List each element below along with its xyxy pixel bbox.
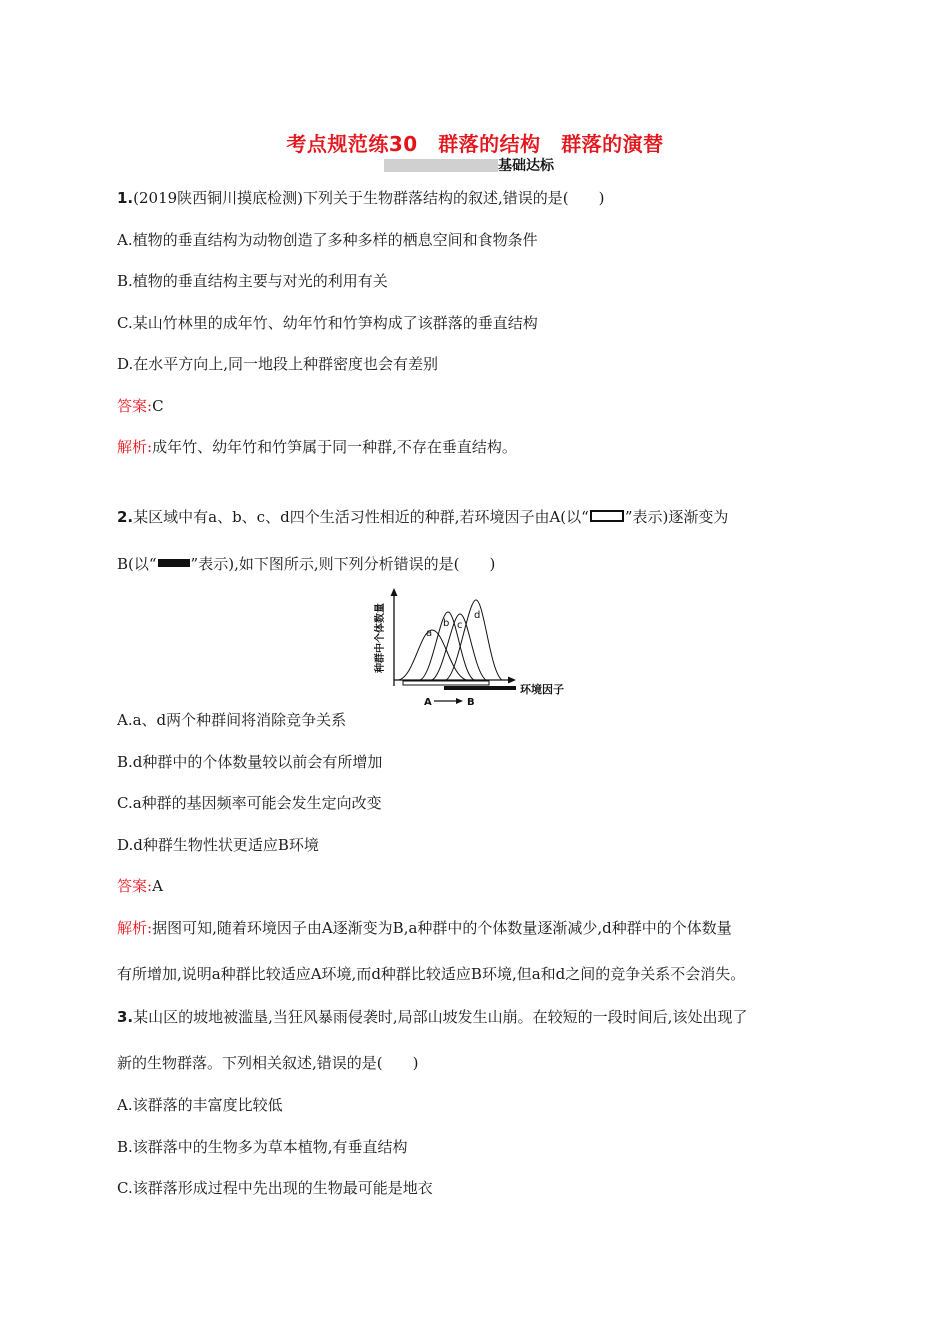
arrow-label-b: B <box>467 697 475 708</box>
q2-option-a: A.a、d两个种群间将消除竞争关系 <box>117 711 347 729</box>
answer-value: A <box>152 877 163 895</box>
arrow-head-icon <box>456 698 463 704</box>
curve-label-b: b <box>443 618 450 629</box>
question-3-stem-line-2: 新的生物群落。下列相关叙述,错误的是( ) <box>117 1054 419 1072</box>
environment-b-bar <box>444 686 516 690</box>
q3-option-b: B.该群落中的生物多为草本植物,有垂直结构 <box>117 1138 408 1156</box>
hollow-bar-icon <box>590 510 624 522</box>
arrow-label-a: A <box>424 697 432 708</box>
population-figure <box>370 588 590 710</box>
q1-option-c: C.某山竹林里的成年竹、幼年竹和竹笋构成了该群落的垂直结构 <box>117 314 538 332</box>
analysis-label: 解析: <box>117 438 153 456</box>
answer-label: 答案: <box>117 397 153 415</box>
curve-label-c: c <box>457 620 463 631</box>
answer-label: 答案: <box>117 877 153 895</box>
question-number: 1. <box>117 189 134 207</box>
analysis-text: 据图可知,随着环境因子由A逐渐变为B,a种群中的个体数量逐渐减少,d种群中的个体数量 <box>152 919 732 937</box>
x-axis-label: 环境因子 <box>520 683 564 696</box>
question-2-stem-line-2 <box>117 554 495 574</box>
y-axis-label: 种群中个体数量 <box>375 603 386 673</box>
page-title: 考点规范练30 群落的结构 群落的演替 <box>286 132 664 156</box>
q2-analysis-line-1 <box>117 918 732 938</box>
q1-option-a: A.植物的垂直结构为动物创造了多种多样的栖息空间和食物条件 <box>117 231 538 249</box>
q2-analysis-line-2: 有所增加,说明a种群比较适应A环境,而d种群比较适应B环境,但a和d之间的竞争关系不会消失。 <box>117 965 746 983</box>
solid-bar-icon <box>158 559 190 567</box>
q1-answer <box>117 396 164 416</box>
q2-option-b: B.d种群中的个体数量较以前会有所增加 <box>117 753 383 771</box>
question-number: 2. <box>117 508 134 526</box>
q2-option-d: D.d种群生物性状更适应B环境 <box>117 836 319 854</box>
q2-answer <box>117 876 163 896</box>
analysis-text: 成年竹、幼年竹和竹笋属于同一种群,不存在垂直结构。 <box>152 438 517 456</box>
q3-option-c: C.该群落形成过程中先出现的生物最可能是地衣 <box>117 1179 433 1197</box>
question-text: B(以“ <box>117 555 157 573</box>
curve-label-d: d <box>474 610 481 621</box>
q2-option-c: C.a种群的基因频率可能会发生定向改变 <box>117 794 382 812</box>
y-axis-arrow <box>391 588 398 596</box>
question-3-stem-line-1 <box>117 1007 747 1027</box>
question-text: 某区域中有a、b、c、d四个生活习性相近的种群,若环境因子由A(以“ <box>133 508 589 526</box>
question-text: ”表示)逐渐变为 <box>624 508 729 526</box>
q1-option-b: B.植物的垂直结构主要与对光的利用有关 <box>117 272 388 290</box>
analysis-label: 解析: <box>117 919 153 937</box>
answer-value: C <box>152 397 164 415</box>
question-1-stem <box>117 188 605 208</box>
q3-option-a: A.该群落的丰富度比较低 <box>117 1096 283 1114</box>
section-bar <box>384 159 498 172</box>
question-text: 某山区的坡地被滥垦,当狂风暴雨侵袭时,局部山坡发生山崩。在较短的一段时间后,该处出现了 <box>133 1008 748 1026</box>
question-number: 3. <box>117 1008 134 1026</box>
question-text: (2019陕西铜川摸底检测)下列关于生物群落结构的叙述,错误的是( ) <box>133 189 605 207</box>
q1-option-d: D.在水平方向上,同一地段上种群密度也会有差别 <box>117 355 439 373</box>
x-axis-arrow <box>508 677 516 684</box>
curve-label-a: a <box>426 628 433 639</box>
environment-a-bar <box>403 681 489 685</box>
question-text: ”表示),如下图所示,则下列分析错误的是( ) <box>190 555 496 573</box>
question-2-stem-line-1 <box>117 507 728 527</box>
section-label: 基础达标 <box>498 158 554 174</box>
q1-analysis <box>117 437 517 457</box>
